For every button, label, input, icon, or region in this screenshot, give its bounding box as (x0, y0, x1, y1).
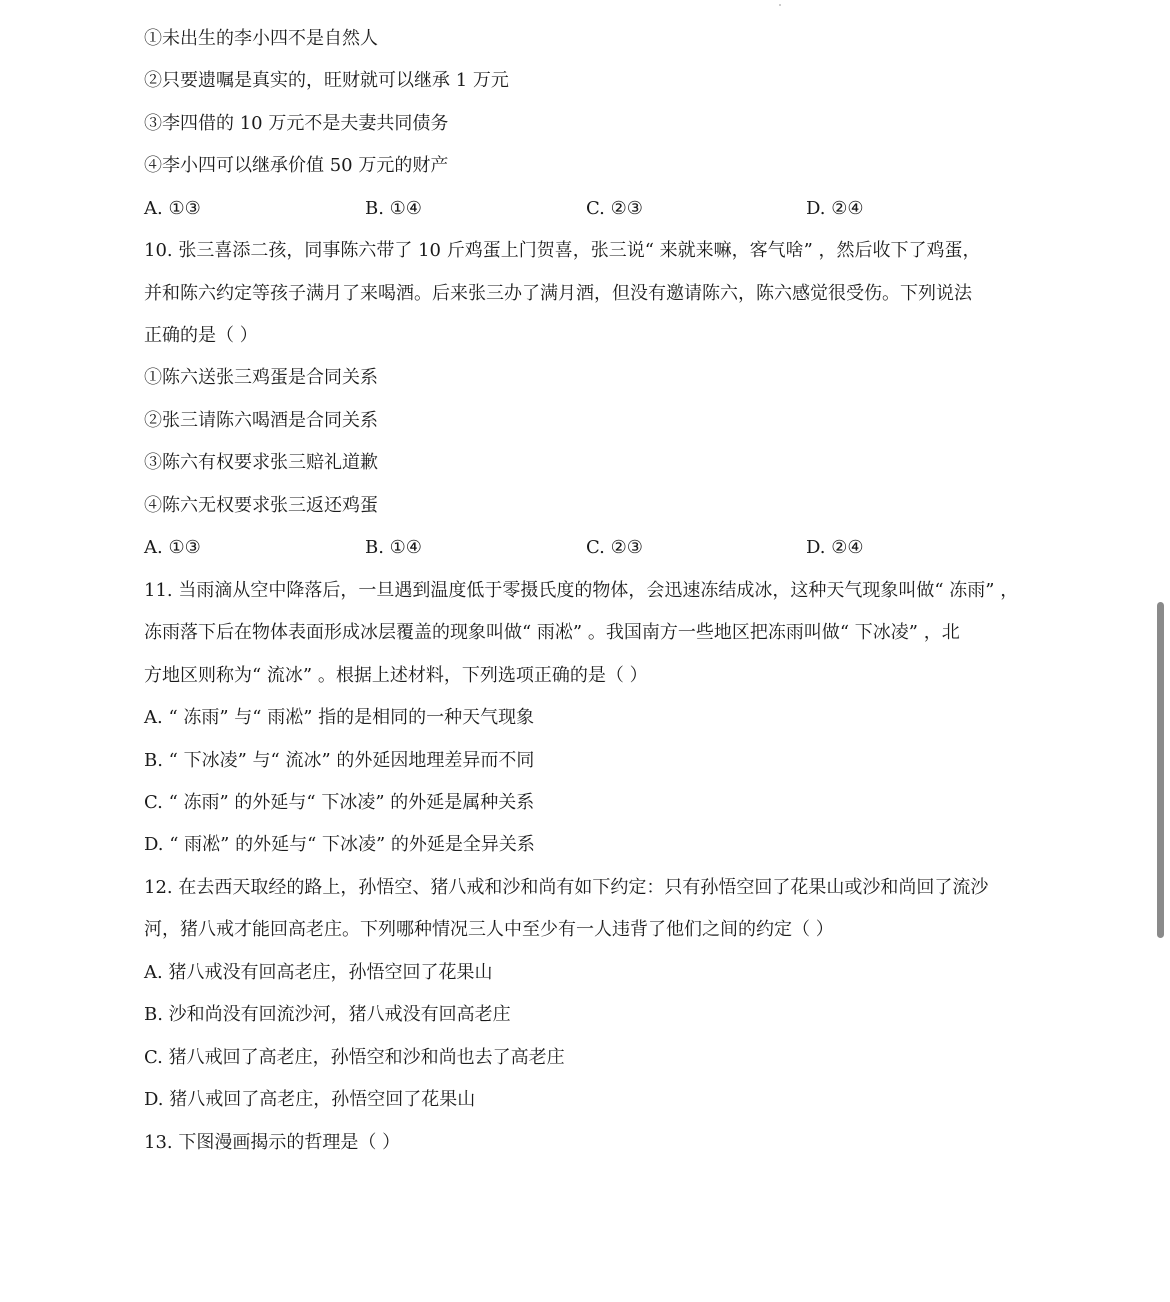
q9-statement-3: ③李四借的 10 万元不是夫妻共同债务 (144, 113, 449, 134)
q9-option-a[interactable]: A. ①③ (144, 198, 201, 219)
q11-stem-line-3: 方地区则称为“ 流冰” 。根据上述材料，下列选项正确的是（ ） (144, 665, 648, 686)
q9-option-b[interactable]: B. ①④ (365, 198, 422, 219)
q10-option-b[interactable]: B. ①④ (365, 537, 422, 558)
q9-statement-1: ①未出生的李小四不是自然人 (144, 28, 378, 49)
q11-stem-line-2: 冻雨落下后在物体表面形成冰层覆盖的现象叫做“ 雨凇” 。我国南方一些地区把冻雨叫做“ 下冰凌” ，北 (144, 622, 960, 643)
q10-option-c[interactable]: C. ②③ (586, 537, 643, 558)
q10-stem-line-1: 10. 张三喜添二孩，同事陈六带了 10 斤鸡蛋上门贺喜，张三说“ 来就来嘛，客气啥” ，然后收下了鸡蛋， (144, 240, 981, 261)
q10-stem-line-2: 并和陈六约定等孩子满月了来喝酒。后来张三办了满月酒，但没有邀请陈六，陈六感觉很受伤。下列说法 (144, 283, 972, 304)
q11-option-b[interactable]: B. “ 下冰凌” 与“ 流冰” 的外延因地理差异而不同 (144, 750, 535, 771)
q10-option-d[interactable]: D. ②④ (806, 537, 864, 558)
q12-stem-line-2: 河，猪八戒才能回高老庄。下列哪种情况三人中至少有一人违背了他们之间的约定（ ） (144, 919, 834, 940)
q11-option-d[interactable]: D. “ 雨凇” 的外延与“ 下冰凌” 的外延是全异关系 (144, 834, 535, 855)
q9-option-c[interactable]: C. ②③ (586, 198, 643, 219)
q10-statement-3: ③陈六有权要求张三赔礼道歉 (144, 452, 378, 473)
q11-option-a[interactable]: A. “ 冻雨” 与“ 雨凇” 指的是相同的一种天气现象 (144, 707, 535, 728)
q9-options (144, 197, 1044, 221)
q10-option-a[interactable]: A. ①③ (144, 537, 201, 558)
q11-stem-line-1: 11. 当雨滴从空中降落后，一旦遇到温度低于零摄氏度的物体，会迅速冻结成冰，这种天气现象叫做“ 冻雨” ， (144, 580, 1019, 601)
q9-statement-4: ④李小四可以继承价值 50 万元的财产 (144, 155, 449, 176)
q10-statement-1: ①陈六送张三鸡蛋是合同关系 (144, 367, 378, 388)
q12-stem-line-1: 12. 在去西天取经的路上，孙悟空、猪八戒和沙和尚有如下约定：只有孙悟空回了花果山或沙和尚回了流沙 (144, 877, 989, 898)
top-mark (779, 4, 781, 6)
q13-stem-line-1: 13. 下图漫画揭示的哲理是（ ） (144, 1132, 401, 1153)
q11-option-c[interactable]: C. “ 冻雨” 的外延与“ 下冰凌” 的外延是属种关系 (144, 792, 535, 813)
q12-option-d[interactable]: D. 猪八戒回了高老庄，孙悟空回了花果山 (144, 1089, 476, 1110)
q10-statement-4: ④陈六无权要求张三返还鸡蛋 (144, 495, 378, 516)
q12-option-c[interactable]: C. 猪八戒回了高老庄，孙悟空和沙和尚也去了高老庄 (144, 1047, 565, 1068)
q9-option-d[interactable]: D. ②④ (806, 198, 864, 219)
q12-option-b[interactable]: B. 沙和尚没有回流沙河，猪八戒没有回高老庄 (144, 1004, 511, 1025)
q9-statement-2: ②只要遗嘱是真实的，旺财就可以继承 1 万元 (144, 70, 509, 91)
q10-stem-line-3: 正确的是（ ） (144, 325, 258, 346)
q12-option-a[interactable]: A. 猪八戒没有回高老庄，孙悟空回了花果山 (144, 962, 493, 983)
q10-statement-2: ②张三请陈六喝酒是合同关系 (144, 410, 378, 431)
q10-options (144, 536, 1044, 560)
vertical-scrollbar[interactable] (1157, 602, 1164, 938)
